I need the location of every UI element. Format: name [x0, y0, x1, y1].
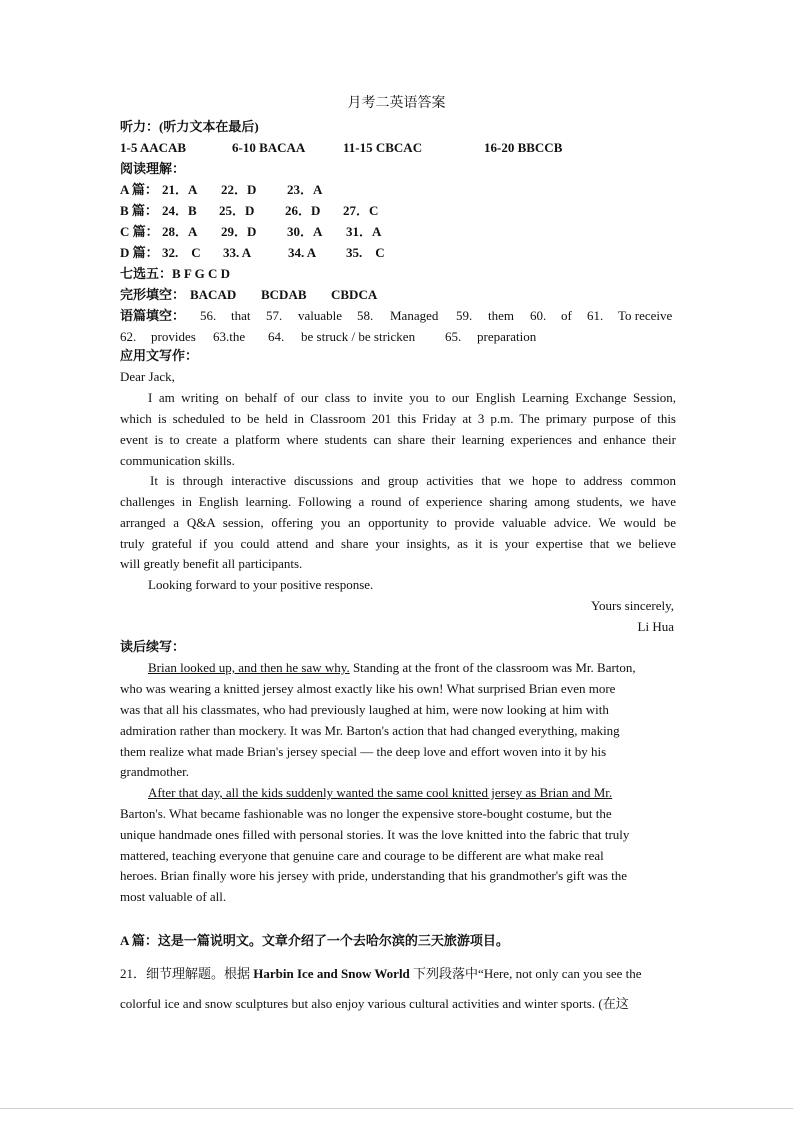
listening-label: 听力：(听力文本在最后) — [120, 119, 259, 134]
story-line: admiration rather than mockery. It was Mr. Barton's action that had changed everything, making — [120, 723, 620, 738]
grammar-number: 59. — [456, 308, 473, 323]
grammar-answer: 63.the — [213, 329, 246, 344]
letter-line: will greatly benefit all participants. — [120, 556, 303, 571]
letter-line: which is scheduled to be held in Classroom 201 this Friday at 3 p.m. The primary purpose of this — [120, 411, 676, 426]
reading-label: 阅读理解： — [120, 161, 186, 176]
grammar-answer: Managed — [390, 308, 439, 323]
story-line: who was wearing a knitted jersey almost exactly like his own! What surprised Brian even more — [120, 681, 616, 696]
story-text: Standing at the front of the classroom was Mr. Barton, — [349, 660, 636, 675]
explanation-line: colorful ice and snow sculptures but also enjoy various cultural activities and winter sports. (在这 — [120, 996, 629, 1011]
answer-item: 34. A — [288, 245, 317, 260]
page-title: 月考二英语答案 — [347, 96, 446, 111]
answer-group: 6-10 BACAA — [232, 140, 306, 155]
grammar-number: 64. — [268, 329, 285, 344]
grammar-answer: To receive — [618, 308, 673, 323]
answer-item: 32. C — [162, 245, 201, 260]
answer-group: 11-15 CBCAC — [343, 140, 423, 155]
grammar-answer: of — [561, 308, 572, 323]
story-line: unique handmade ones filled with personal stories. It was the love knitted into the fabric that truly — [120, 827, 630, 842]
grammar-number: 56. — [200, 308, 217, 323]
answer-item: 29．D — [221, 224, 257, 239]
story-line: Barton's. What became fashionable was no longer the expensive store-bought costume, but the — [120, 806, 612, 821]
grammar-answer: preparation — [477, 329, 537, 344]
letter-greeting: Dear Jack, — [120, 369, 175, 384]
grammar-number: 62. — [120, 329, 137, 344]
letter-line: truly grateful if you could attend and share your insights, as it is your expertise that we believe — [120, 536, 676, 551]
explanation-line — [120, 966, 642, 982]
letter-line: It is through interactive discussions and group activities that we hope to address common — [150, 473, 676, 488]
page-bottom-divider — [0, 1108, 793, 1109]
answer-item: 31．A — [346, 224, 382, 239]
cloze-label: 完形填空： — [120, 287, 186, 302]
letter-signature: Li Hua — [637, 619, 674, 634]
grammar-number: 60. — [530, 308, 547, 323]
letter-line: communication skills. — [120, 453, 235, 468]
answer-item: 22．D — [221, 182, 257, 197]
answer-item: 35. C — [346, 245, 385, 260]
letter-line: I am writing on behalf of our class to invite you to our English Learning Exchange Session, — [148, 390, 676, 405]
answer-item: 25．D — [219, 203, 255, 218]
answer-item: 24．B — [162, 203, 197, 218]
explanation-text: 21．细节理解题。根据 — [120, 966, 254, 981]
story-line: them realize what made Brian's jersey special — the deep love and effort woven into it by his — [120, 744, 607, 759]
letter-line: Looking forward to your positive response. — [148, 577, 374, 592]
explanation-heading: A 篇：这是一篇说明文。文章介绍了一个去哈尔滨的三天旅游项目。 — [120, 933, 509, 948]
grammar-number: 58. — [357, 308, 374, 323]
answer-item: 27．C — [343, 203, 379, 218]
letter-line: event is to create a platform where students can share their learning experiences and enhance their — [120, 432, 676, 447]
grammar-answer: them — [488, 308, 514, 323]
story-line — [148, 660, 636, 676]
letter-line: arranged a Q&A session, offering you an opportunity to provide valuable advice. We would be — [120, 515, 676, 530]
explanation-text: 下列段落中“Here, not only can you see the — [409, 966, 642, 981]
passage-prefix: D 篇： — [120, 245, 159, 260]
story-line: grandmother. — [120, 764, 189, 779]
story-line: heroes. Brian finally wore his jersey with pride, understanding that his grandmother's gift was the — [120, 868, 628, 883]
story-line: mattered, teaching everyone that genuine care and courage to be different are what make real — [120, 848, 604, 863]
continuation-label: 读后续写： — [120, 639, 186, 654]
grammar-answer: provides — [151, 329, 196, 344]
grammar-number: 61. — [587, 308, 604, 323]
grammar-answer: that — [231, 308, 251, 323]
answer-item: 28．A — [162, 224, 198, 239]
grammar-number: 57. — [266, 308, 283, 323]
answer-group: BACAD — [190, 287, 237, 302]
answer-item: 23．A — [287, 182, 323, 197]
letter-line: challenges in English learning. Following a round of experience sharing among students, we have — [120, 494, 676, 509]
passage-prefix: A 篇： — [120, 182, 158, 197]
writing-label: 应用文写作： — [120, 348, 199, 363]
answer-group: 16-20 BBCCB — [484, 140, 563, 155]
answer-item: 30．A — [287, 224, 323, 239]
story-line: most valuable of all. — [120, 889, 227, 904]
answer-group: BCDAB — [261, 287, 307, 302]
underlined-opening: Brian looked up, and then he saw why. — [148, 660, 350, 675]
explanation-keyword: Harbin Ice and Snow World — [253, 966, 410, 981]
answer-item: 33. A — [223, 245, 252, 260]
passage-prefix: C 篇： — [120, 224, 159, 239]
passage-prefix: B 篇： — [120, 203, 158, 218]
grammar-number: 65. — [445, 329, 462, 344]
answer-item: 26．D — [285, 203, 321, 218]
letter-closing: Yours sincerely, — [590, 598, 674, 613]
answer-group: CBDCA — [331, 287, 378, 302]
answer-group: 1-5 AACAB — [120, 140, 187, 155]
story-line: was that all his classmates, who had previously laughed at him, were now looking at him with — [120, 702, 609, 717]
grammar-answer: be struck / be stricken — [301, 329, 416, 344]
underlined-opening: After that day, all the kids suddenly wanted the same cool knitted jersey as Brian and Mr. — [148, 785, 613, 800]
grammar-answer: valuable — [298, 308, 343, 323]
answer-item: 21．A — [162, 182, 198, 197]
grammar-label: 语篇填空： — [120, 308, 186, 323]
seven-five-answers: 七选五：B F G C D — [120, 266, 231, 281]
